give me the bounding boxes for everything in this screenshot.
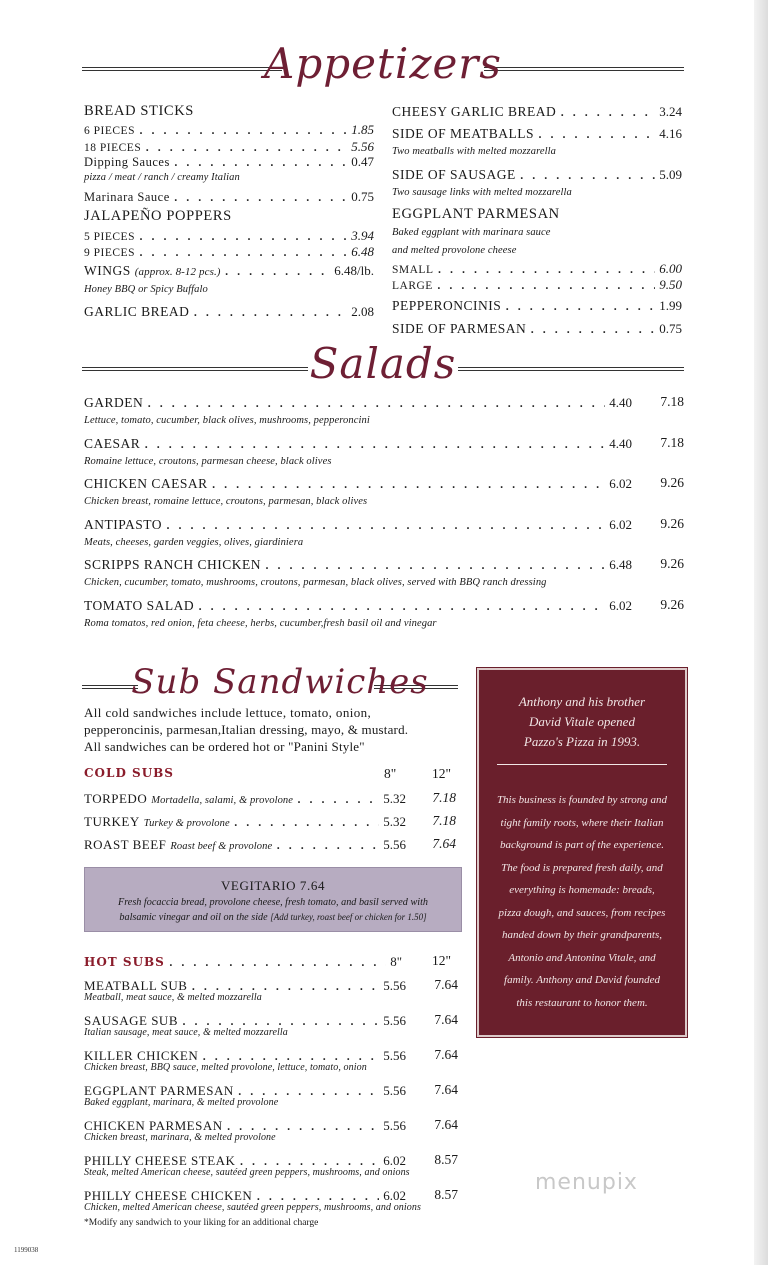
menu-row: Dipping Sauces . . . 0.47 [84, 153, 374, 171]
price-12: 7.64 [434, 1117, 458, 1132]
sub-name: PHILLY CHEESE STEAK [84, 1153, 236, 1168]
size-8-header: 8" [384, 766, 397, 781]
sub-name: PHILLY CHEESE CHICKEN [84, 1188, 253, 1203]
story-line: this restaurant to honor them. [516, 996, 648, 1009]
salad-description: Romaine lettuce, croutons, parmesan cheese, black olives [84, 455, 332, 467]
salad-name: SCRIPPS RANCH CHICKEN [84, 557, 262, 572]
menu-row: SIDE OF MEATBALLS . . . 4.16 [392, 125, 682, 143]
salad-price-small: 6.48 [609, 557, 632, 572]
menu-row: SIDE OF SAUSAGE . . . 5.09 [392, 166, 682, 184]
price-12: 8.57 [434, 1152, 458, 1167]
sub-name: TURKEY [84, 814, 140, 829]
eggplant-title: EGGPLANT PARMESAN [392, 206, 560, 222]
price-12: 7.64 [432, 836, 456, 851]
menu-row: CHEESY GARLIC BREAD . . . 3.24 [392, 103, 682, 121]
vegitario-box [84, 867, 462, 932]
subs-intro: All sandwiches can be ordered hot or "Panini Style" [84, 739, 365, 754]
dot-leader [147, 394, 605, 412]
corner-code: 1199038 [14, 1246, 39, 1254]
sub-description: Roast beef & provolone [170, 841, 273, 852]
salad-name: CHICKEN CAESAR [84, 476, 208, 491]
price-12: 7.64 [434, 1082, 458, 1097]
salad-row [84, 435, 632, 453]
price-12: 7.64 [434, 1012, 458, 1027]
salad-price-large: 7.18 [660, 434, 684, 450]
story-box [477, 668, 687, 1037]
price-8: 5.56 [383, 1118, 406, 1133]
menu-row: 5 PIECES . . . 3.94 [84, 227, 374, 245]
salad-name: TOMATO SALAD [84, 597, 195, 613]
salad-name: ANTIPASTO [84, 516, 163, 532]
appetizers-title: Appetizers [264, 39, 502, 88]
cold-subs-label: COLD SUBS [84, 766, 174, 780]
jalapeno-title: JALAPEÑO POPPERS [84, 208, 232, 224]
dot-leader [265, 556, 605, 574]
menu-row: LARGE . . . 9.50 [392, 276, 682, 294]
salads-header [82, 339, 684, 392]
sub-description: Turkey & provolone [143, 818, 230, 829]
sub-row [84, 836, 406, 854]
menu-row: WINGS (approx. 8-12 pcs.) . . . 6.48/lb. [84, 262, 374, 280]
sub-description: Meatball, meat sauce, & melted mozzarella [84, 992, 262, 1003]
hot-subs-header: HOT SUBS . . . 8" [84, 953, 402, 971]
item-description: pizza / meat / ranch / creamy Italian [84, 172, 240, 183]
price-12: 8.57 [434, 1187, 458, 1202]
salad-price-large: 9.26 [660, 596, 684, 612]
modify-note: *Modify any sandwich to your liking for an additional charge [84, 1218, 319, 1228]
dot-leader [297, 790, 379, 808]
price-8: 6.02 [383, 1153, 406, 1168]
page-edge [754, 0, 768, 1265]
salad-row [84, 394, 632, 412]
price-8: 6.02 [383, 1188, 406, 1203]
sub-name: EGGPLANT PARMESAN [84, 1083, 234, 1098]
dot-leader [198, 597, 605, 615]
sub-description: Baked eggplant, marinara, & melted provolone [84, 1097, 279, 1108]
bread-sticks-title: BREAD STICKS [84, 103, 194, 119]
menu-row: Marinara Sauce . . . 0.75 [84, 188, 374, 206]
salad-price-small: 4.40 [609, 395, 632, 410]
menu-row: 18 PIECES . . . 5.56 [84, 138, 374, 156]
price-8: 5.56 [383, 1013, 406, 1028]
salad-price-large: 9.26 [660, 515, 684, 531]
salad-description: Chicken, cucumber, tomato, mushrooms, croutons, parmesan, black olives, served with BBQ ranch dressing [84, 577, 547, 588]
salad-price-large: 9.26 [660, 475, 684, 490]
salad-price-small: 6.02 [609, 597, 632, 613]
story-line: background is part of the experience. [500, 839, 664, 851]
sub-row [84, 813, 406, 831]
dot-leader [234, 813, 380, 831]
salad-price-small: 6.02 [609, 476, 632, 491]
salad-price-large: 7.18 [660, 394, 684, 409]
salad-price-small: 6.02 [609, 516, 632, 532]
dot-leader [166, 516, 605, 534]
vegitario-title: VEGITARIO 7.64 [220, 878, 326, 893]
menu-row: SMALL . . . 6.00 [392, 260, 682, 278]
price-8: 5.56 [383, 837, 406, 852]
sub-name: MEATBALL SUB [84, 978, 188, 993]
sub-name: TORPEDO [84, 791, 148, 806]
salad-description: Roma tomatos, red onion, feta cheese, herbs, cucumber,fresh basil oil and vinegar [84, 617, 437, 629]
salad-row [84, 475, 632, 493]
salad-price-large: 9.26 [660, 556, 684, 571]
menu-row: 6 PIECES . . . 1.85 [84, 121, 374, 139]
salad-row [84, 556, 632, 574]
story-line: family. Anthony and David founded [504, 974, 660, 986]
subs-title: Sub Sandwiches [131, 662, 429, 702]
story-line: The food is prepared fresh daily, and [501, 861, 663, 874]
price-8: 5.56 [383, 1083, 406, 1098]
story-intro: Anthony and his brother David Vitale opened Pazzo's Pizza in 1993. [518, 694, 646, 749]
sub-name: ROAST BEEF [84, 837, 167, 852]
story-divider [497, 764, 667, 765]
sub-row [84, 790, 406, 808]
size-12-header: 12" [432, 953, 452, 968]
salad-row [84, 516, 632, 534]
story-line: handed down by their grandparents, [502, 929, 662, 941]
subs-intro: All cold sandwiches include lettuce, tomato, onion, [84, 705, 372, 720]
salad-price-small: 4.40 [609, 435, 632, 451]
price-12: 7.18 [432, 813, 456, 828]
sub-description: Chicken breast, marinara, & melted provolone [84, 1132, 276, 1143]
menu-row: PEPPERONCINIS . . . 1.99 [392, 297, 682, 315]
dot-leader [276, 836, 379, 854]
sub-description: Chicken breast, BBQ sauce, melted provolone, lettuce, tomato, onion [84, 1062, 367, 1073]
story-line: everything is homemade: breads, [509, 884, 655, 896]
dot-leader [212, 475, 606, 493]
sub-description: Chicken, melted American cheese, sautéed green peppers, mushrooms, and onions [84, 1202, 421, 1213]
item-description: Baked eggplant with marinara sauce [392, 227, 551, 238]
story-line: pizza dough, and sauces, from recipes [498, 906, 666, 919]
menu-row: SIDE OF PARMESAN . . . 0.75 [392, 320, 682, 338]
appetizers-header [82, 39, 684, 92]
salad-description: Meats, cheeses, garden veggies, olives, giardiniera [84, 536, 304, 548]
story-line: tight family roots, where their Italian [500, 816, 664, 829]
item-description: Honey BBQ or Spicy Buffalo [84, 284, 208, 295]
price-8: 5.32 [383, 814, 406, 829]
salad-name: GARDEN [84, 395, 144, 410]
price-8: 5.56 [383, 978, 406, 993]
sub-description: Steak, melted American cheese, sautéed green peppers, mushrooms, and onions [84, 1167, 410, 1178]
item-description: Two sausage links with melted mozzarella [392, 187, 572, 198]
price-12: 7.18 [432, 790, 456, 805]
story-line: Antonio and Antonina Vitale, and [508, 951, 656, 964]
price-8: 5.32 [383, 791, 406, 806]
price-12: 7.64 [434, 1047, 458, 1062]
size-12-header: 12" [432, 766, 452, 781]
menu-row: 9 PIECES . . . 6.48 [84, 243, 374, 261]
sub-description: Italian sausage, meat sauce, & melted mozzarella [84, 1027, 288, 1038]
sub-name: SAUSAGE SUB [84, 1013, 178, 1028]
salad-name: CAESAR [84, 435, 141, 451]
sub-description: Mortadella, salami, & provolone [151, 795, 294, 806]
dot-leader [144, 435, 605, 453]
salad-row [84, 597, 632, 615]
sub-name: KILLER CHICKEN [84, 1048, 199, 1063]
price-8: 5.56 [383, 1048, 406, 1063]
story-line: This business is founded by strong and [496, 794, 668, 806]
salad-description: Chicken breast, romaine lettuce, croutons, parmesan, black olives [84, 496, 368, 507]
subs-intro: pepperoncinis, parmesan,Italian dressing, mayo, & mustard. [84, 722, 409, 737]
price-12: 7.64 [434, 977, 458, 992]
subs-header [82, 660, 458, 710]
sub-name: CHICKEN PARMESAN [84, 1118, 223, 1133]
vegitario-desc: Fresh focaccia bread, provolone cheese, fresh tomato, and basil served with balsamic vinegar and oil on the side [Add turkey, roast beef or chicken for 1.50] [118, 897, 428, 923]
salads-title: Salads [309, 339, 457, 388]
story-body [489, 789, 675, 1014]
watermark-logo: menupix [535, 1170, 638, 1195]
item-description: and melted provolone cheese [392, 245, 517, 256]
menu-row: GARLIC BREAD . . . 2.08 [84, 303, 374, 321]
salad-description: Lettuce, tomato, cucumber, black olives, mushrooms, pepperoncini [84, 415, 370, 426]
item-description: Two meatballs with melted mozzarella [392, 146, 557, 157]
